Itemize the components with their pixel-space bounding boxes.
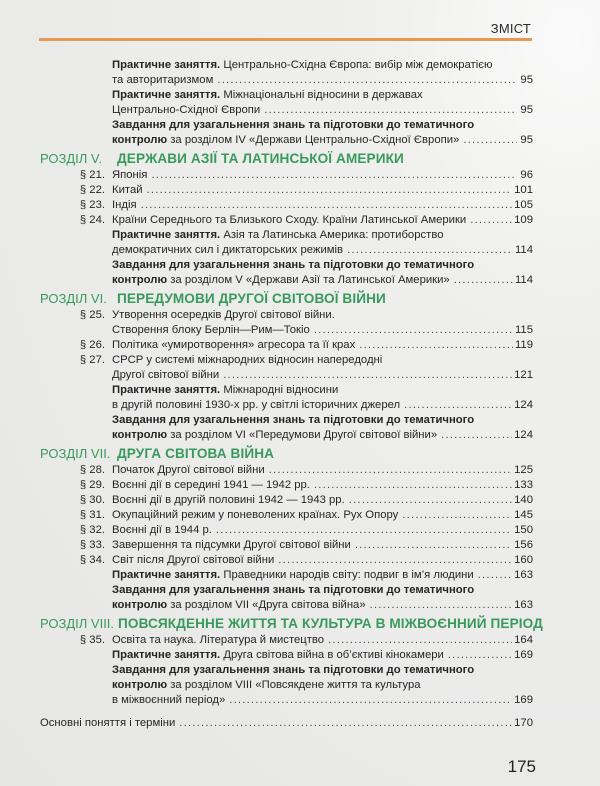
page-header-title: ЗМІСТ bbox=[490, 21, 531, 36]
entry-bold-label: контролю bbox=[112, 274, 168, 286]
entry-page-number: 114 bbox=[514, 244, 533, 256]
toc-entry-line bbox=[40, 598, 533, 613]
toc-entry-line bbox=[40, 523, 533, 538]
dot-leader bbox=[314, 323, 513, 338]
section-label: РОЗДІЛ V. bbox=[40, 151, 102, 166]
toc-entry-line bbox=[40, 538, 533, 553]
entry-page-number: 125 bbox=[514, 464, 533, 476]
entry-bold-label: Завдання для узагальнення знань та підготовки до тематичного bbox=[112, 259, 475, 271]
toc-entry[interactable] bbox=[40, 118, 533, 148]
entry-title-text: за розділом VIII «Повсякдене життя та культура bbox=[167, 679, 421, 691]
dot-leader bbox=[355, 538, 512, 553]
entry-bold-label: Завдання для узагальнення знань та підготовки до тематичного bbox=[112, 119, 475, 131]
toc-entry[interactable] bbox=[40, 508, 533, 523]
entry-page-number: 163 bbox=[514, 569, 533, 581]
dot-leader bbox=[264, 103, 517, 118]
entry-bold-label: контролю bbox=[112, 679, 168, 691]
entry-text bbox=[112, 553, 274, 568]
dot-leader bbox=[269, 463, 512, 478]
dot-leader bbox=[223, 368, 512, 383]
entry-title-text: Азія та Латинська Америка: протиборство bbox=[220, 229, 444, 241]
toc-entry[interactable] bbox=[40, 183, 533, 198]
section-heading[interactable] bbox=[40, 290, 533, 307]
entry-page-number: 156 bbox=[514, 539, 533, 551]
paragraph-number: § 22. bbox=[79, 184, 105, 196]
entry-bold-label: Завдання для узагальнення знань та підготовки до тематичного bbox=[112, 584, 475, 596]
header-divider bbox=[39, 38, 532, 41]
entry-text bbox=[112, 633, 324, 648]
dot-leader bbox=[141, 198, 513, 213]
entry-bold-label: контролю bbox=[112, 599, 168, 611]
entry-page-number: 115 bbox=[514, 324, 533, 336]
entry-page-number: 114 bbox=[514, 274, 533, 286]
toc-entry[interactable] bbox=[40, 58, 533, 88]
toc-entry[interactable] bbox=[40, 258, 533, 288]
entry-title-text: за розділом VII «Друга світова війна» bbox=[167, 599, 366, 611]
entry-page-number: 95 bbox=[520, 74, 533, 86]
entry-title-text: демократичних сил і диктаторських режимів bbox=[112, 244, 344, 256]
entry-page-number: 140 bbox=[514, 494, 533, 506]
toc-entry[interactable] bbox=[40, 648, 533, 663]
entry-page-number: 95 bbox=[520, 134, 533, 146]
dot-leader bbox=[478, 568, 512, 583]
entry-text bbox=[112, 583, 474, 598]
paragraph-number: § 26. bbox=[79, 339, 105, 351]
toc-entry-line bbox=[40, 478, 533, 493]
entry-bold-label: Практичне заняття. bbox=[112, 229, 221, 241]
entry-text bbox=[112, 73, 213, 88]
entry-text bbox=[112, 428, 437, 443]
toc-entry[interactable] bbox=[40, 568, 533, 583]
dot-leader bbox=[217, 73, 517, 88]
entry-text bbox=[112, 383, 338, 398]
entry-title-text: Освіта та наука. Література й мистецтво bbox=[112, 634, 325, 646]
entry-page-number: 109 bbox=[514, 214, 533, 226]
toc-entry[interactable] bbox=[40, 228, 533, 258]
dot-leader bbox=[359, 338, 513, 353]
paragraph-number: § 28. bbox=[79, 464, 105, 476]
toc-entry-line bbox=[40, 118, 533, 133]
toc-entry[interactable] bbox=[40, 493, 533, 508]
toc-entry[interactable] bbox=[40, 198, 533, 213]
entry-page-number: 170 bbox=[514, 717, 533, 729]
dot-leader bbox=[370, 598, 513, 613]
paragraph-number: § 32. bbox=[79, 524, 105, 536]
section-title: ДЕРЖАВИ АЗІЇ ТА ЛАТИНСЬКОЇ АМЕРИКИ bbox=[117, 151, 404, 166]
entry-title-text: Світ після Другої світової війни bbox=[112, 554, 275, 566]
entry-title-text: Друга світова війна в об’єктиві кінокамери bbox=[220, 649, 444, 661]
entry-page-number: 124 bbox=[514, 429, 533, 441]
toc-entry-line bbox=[40, 338, 533, 353]
entry-page-number: 124 bbox=[514, 399, 533, 411]
entry-page-number: 145 bbox=[514, 509, 533, 521]
toc-entry-line bbox=[40, 568, 533, 583]
entry-page-number: 164 bbox=[514, 634, 533, 646]
toc-entry-line bbox=[40, 428, 533, 443]
table-of-contents bbox=[40, 58, 543, 731]
entry-title-text: СРСР у системі міжнародних відносин напередодні bbox=[112, 354, 383, 366]
entry-text bbox=[112, 463, 265, 478]
section-label: РОЗДІЛ VII. bbox=[40, 446, 111, 461]
entry-bold-label: Завдання для узагальнення знань та підготовки до тематичного bbox=[112, 414, 475, 426]
entry-text bbox=[112, 183, 143, 198]
entry-page-number: 95 bbox=[520, 104, 533, 116]
entry-title-text: Створення блоку Берлін—Рим—Токіо bbox=[112, 324, 310, 336]
dot-leader bbox=[328, 633, 512, 648]
toc-entry-line bbox=[40, 508, 533, 523]
paragraph-number: § 27. bbox=[79, 354, 105, 366]
entry-text bbox=[112, 678, 421, 693]
entry-title-text: за розділом V «Держави Азії та Латинської Америки» bbox=[167, 274, 450, 286]
entry-text bbox=[112, 103, 260, 118]
entry-bold-label: Практичне заняття. bbox=[112, 384, 221, 396]
section-title: ПОВСЯКДЕННЕ ЖИТТЯ ТА КУЛЬТУРА В МІЖВОЄННИЙ ПЕРІОД bbox=[118, 616, 543, 631]
toc-entry[interactable] bbox=[40, 523, 533, 538]
dot-leader bbox=[404, 398, 512, 413]
dot-leader bbox=[151, 168, 517, 183]
entry-bold-label: Практичне заняття. bbox=[112, 649, 221, 661]
entry-text bbox=[112, 88, 423, 103]
entry-text bbox=[112, 598, 366, 613]
toc-entry[interactable] bbox=[40, 663, 533, 708]
toc-entry-line bbox=[40, 323, 533, 338]
toc-entry-line bbox=[40, 413, 533, 428]
entry-title-text: Політика «умиротворення» агресора та її крах bbox=[112, 339, 356, 351]
entry-page-number: 96 bbox=[520, 169, 533, 181]
entry-title-text: Воєнні дії в 1944 р. bbox=[112, 524, 212, 536]
entry-text bbox=[112, 353, 382, 368]
toc-entry-line bbox=[40, 133, 533, 148]
entry-page-number: 121 bbox=[514, 369, 533, 381]
toc-entry[interactable] bbox=[40, 168, 533, 183]
entry-title-text: Індія bbox=[112, 199, 137, 211]
toc-entry[interactable] bbox=[40, 338, 533, 353]
toc-entry-line bbox=[40, 663, 533, 678]
toc-entry-line bbox=[40, 213, 533, 228]
paragraph-number: § 35. bbox=[79, 634, 105, 646]
entry-page-number: 133 bbox=[514, 479, 533, 491]
entry-title-text: Центрально-Східна Європа: вибір між демократією bbox=[220, 59, 493, 71]
dot-leader bbox=[347, 243, 513, 258]
dot-leader bbox=[454, 273, 513, 288]
toc-entry-line bbox=[40, 228, 533, 243]
dot-leader bbox=[314, 478, 512, 493]
toc-entry[interactable] bbox=[40, 553, 533, 568]
entry-page-number: 101 bbox=[514, 184, 533, 196]
entry-text bbox=[112, 168, 147, 183]
paragraph-number: § 21. bbox=[79, 169, 105, 181]
dot-leader bbox=[229, 693, 512, 708]
section-title: ПЕРЕДУМОВИ ДРУГОЇ СВІТОВОЇ ВІЙНИ bbox=[117, 291, 386, 306]
entry-page-number: 160 bbox=[514, 554, 533, 566]
entry-title-text: за розділом IV «Держави Центрально-Східної Європи» bbox=[167, 134, 460, 146]
toc-entry-line bbox=[40, 633, 533, 648]
toc-entry-line bbox=[40, 73, 533, 88]
entry-title-text: Центрально-Східної Європи bbox=[112, 104, 261, 116]
entry-text bbox=[112, 338, 355, 353]
entry-title-text: Праведники народів світу: подвиг в ім’я людини bbox=[220, 569, 474, 581]
entry-title-text: Міжнародні відносини bbox=[220, 384, 339, 396]
entry-page-number: 119 bbox=[514, 339, 533, 351]
entry-title-text: Воєнні дії в другій половині 1942 — 1943 рр. bbox=[112, 494, 345, 506]
entry-text bbox=[112, 493, 345, 508]
entry-title-text: Японія bbox=[112, 169, 148, 181]
entry-page-number: 169 bbox=[514, 649, 533, 661]
entry-title-text: Основні поняття і терміни bbox=[40, 717, 176, 729]
dot-leader bbox=[179, 716, 512, 731]
toc-entry[interactable] bbox=[40, 633, 533, 648]
section-title: ДРУГА СВІТОВА ВІЙНА bbox=[117, 446, 275, 461]
entry-bold-label: контролю bbox=[112, 429, 168, 441]
paragraph-number: § 24. bbox=[79, 214, 105, 226]
entry-text bbox=[112, 308, 335, 323]
dot-leader bbox=[470, 213, 512, 228]
entry-text bbox=[112, 213, 466, 228]
toc-entry-line bbox=[40, 273, 533, 288]
paragraph-number: § 33. bbox=[79, 539, 105, 551]
toc-entry[interactable] bbox=[40, 213, 533, 228]
toc-entry-line bbox=[40, 693, 533, 708]
entry-bold-label: Практичне заняття. bbox=[112, 59, 221, 71]
toc-entry-line bbox=[40, 308, 533, 323]
page-number: 175 bbox=[507, 757, 536, 776]
entry-page-number: 169 bbox=[514, 694, 533, 706]
entry-title-text: Утворення осередків Другої світової війни. bbox=[112, 309, 335, 321]
entry-title-text: та авторитаризмом bbox=[112, 74, 214, 86]
entry-title-text: Другої світової війни bbox=[112, 369, 220, 381]
entry-bold-label: Завдання для узагальнення знань та підготовки до тематичного bbox=[112, 664, 475, 676]
toc-entry-line bbox=[40, 243, 533, 258]
paragraph-number: § 34. bbox=[79, 554, 105, 566]
entry-text bbox=[112, 478, 310, 493]
paragraph-number: § 30. bbox=[79, 494, 105, 506]
entry-text bbox=[112, 398, 400, 413]
toc-entry-line bbox=[40, 583, 533, 598]
entry-text bbox=[112, 568, 474, 583]
entry-text bbox=[112, 538, 351, 553]
toc-entry[interactable] bbox=[40, 308, 533, 338]
entry-page-number: 105 bbox=[514, 199, 533, 211]
entry-bold-label: Практичне заняття. bbox=[112, 89, 221, 101]
toc-entry-line bbox=[40, 398, 533, 413]
entry-title-text: Завершення та підсумки Другої світової війни bbox=[112, 539, 351, 551]
paragraph-number: § 31. bbox=[79, 509, 105, 521]
section-heading[interactable] bbox=[40, 150, 533, 167]
entry-bold-label: контролю bbox=[112, 134, 168, 146]
entry-text bbox=[112, 663, 474, 678]
entry-title-text: в міжвоєнний період» bbox=[112, 694, 226, 706]
paragraph-number: § 25. bbox=[79, 309, 105, 321]
dot-leader bbox=[147, 183, 513, 198]
toc-entry[interactable] bbox=[40, 463, 533, 478]
entry-title-text: Країни Середнього та Близького Сходу. Країни Латинської Америки bbox=[112, 214, 467, 226]
section-heading[interactable] bbox=[40, 445, 533, 462]
entry-text bbox=[112, 198, 137, 213]
toc-entry-line bbox=[40, 258, 533, 273]
dot-leader bbox=[402, 508, 512, 523]
toc-entry[interactable] bbox=[40, 413, 533, 443]
toc-entry-line bbox=[40, 353, 533, 368]
toc-entry-line bbox=[40, 103, 533, 118]
dot-leader bbox=[448, 648, 512, 663]
entry-text bbox=[112, 133, 459, 148]
entry-bold-label: Практичне заняття. bbox=[112, 569, 221, 581]
toc-entry-line bbox=[40, 168, 533, 183]
paragraph-number: § 29. bbox=[79, 479, 105, 491]
entry-title-text: Початок Другої світової війни bbox=[112, 464, 265, 476]
toc-entry-line bbox=[40, 383, 533, 398]
entry-text bbox=[112, 228, 443, 243]
entry-text bbox=[112, 508, 398, 523]
toc-entry-line bbox=[40, 183, 533, 198]
toc-entry-glossary[interactable] bbox=[40, 716, 533, 731]
entry-title-text: за розділом VI «Передумови Другої світової війни» bbox=[167, 429, 438, 441]
entry-text bbox=[112, 368, 219, 383]
entry-title-text: Окупаційний режим у поневолених країнах. Рух Опору bbox=[112, 509, 399, 521]
dot-leader bbox=[441, 428, 512, 443]
entry-text bbox=[112, 693, 225, 708]
toc-entry-line bbox=[40, 463, 533, 478]
entry-title-text: Китай bbox=[112, 184, 143, 196]
entry-text bbox=[112, 58, 492, 73]
entry-text bbox=[112, 413, 474, 428]
toc-entry-line bbox=[40, 198, 533, 213]
toc-entry[interactable] bbox=[40, 383, 533, 413]
dot-leader bbox=[463, 133, 517, 148]
entry-text bbox=[112, 273, 450, 288]
section-label: РОЗДІЛ VIII. bbox=[40, 616, 115, 631]
toc-entry[interactable] bbox=[40, 88, 533, 118]
entry-page-number: 163 bbox=[514, 599, 533, 611]
entry-page-number: 150 bbox=[514, 524, 533, 536]
entry-text bbox=[112, 523, 212, 538]
toc-entry[interactable] bbox=[40, 478, 533, 493]
section-label: РОЗДІЛ VI. bbox=[40, 291, 107, 306]
section-heading[interactable] bbox=[40, 615, 543, 632]
entry-title-text: в другій половині 1930-х рр. у світлі історичних джерел bbox=[112, 399, 401, 411]
toc-entry[interactable] bbox=[40, 583, 533, 613]
entry-text bbox=[112, 648, 444, 663]
entry-text bbox=[112, 258, 474, 273]
entry-text bbox=[112, 243, 343, 258]
paragraph-number: § 23. bbox=[79, 199, 105, 211]
dot-leader bbox=[349, 493, 512, 508]
entry-title-text: Міжнаціональні відносини в державах bbox=[220, 89, 423, 101]
entry-title-text: Воєнні дії в середині 1941 — 1942 рр. bbox=[112, 479, 310, 491]
dot-leader bbox=[216, 523, 512, 538]
toc-entry-line bbox=[40, 58, 533, 73]
toc-entry-line bbox=[40, 493, 533, 508]
toc-entry-line bbox=[40, 648, 533, 663]
toc-entry-line bbox=[40, 368, 533, 383]
dot-leader bbox=[278, 553, 512, 568]
entry-text bbox=[112, 323, 310, 338]
toc-entry-line bbox=[40, 678, 533, 693]
toc-entry[interactable] bbox=[40, 538, 533, 553]
toc-entry[interactable] bbox=[40, 353, 533, 383]
toc-entry-line bbox=[40, 88, 533, 103]
entry-text bbox=[112, 118, 474, 133]
toc-entry-line bbox=[40, 553, 533, 568]
